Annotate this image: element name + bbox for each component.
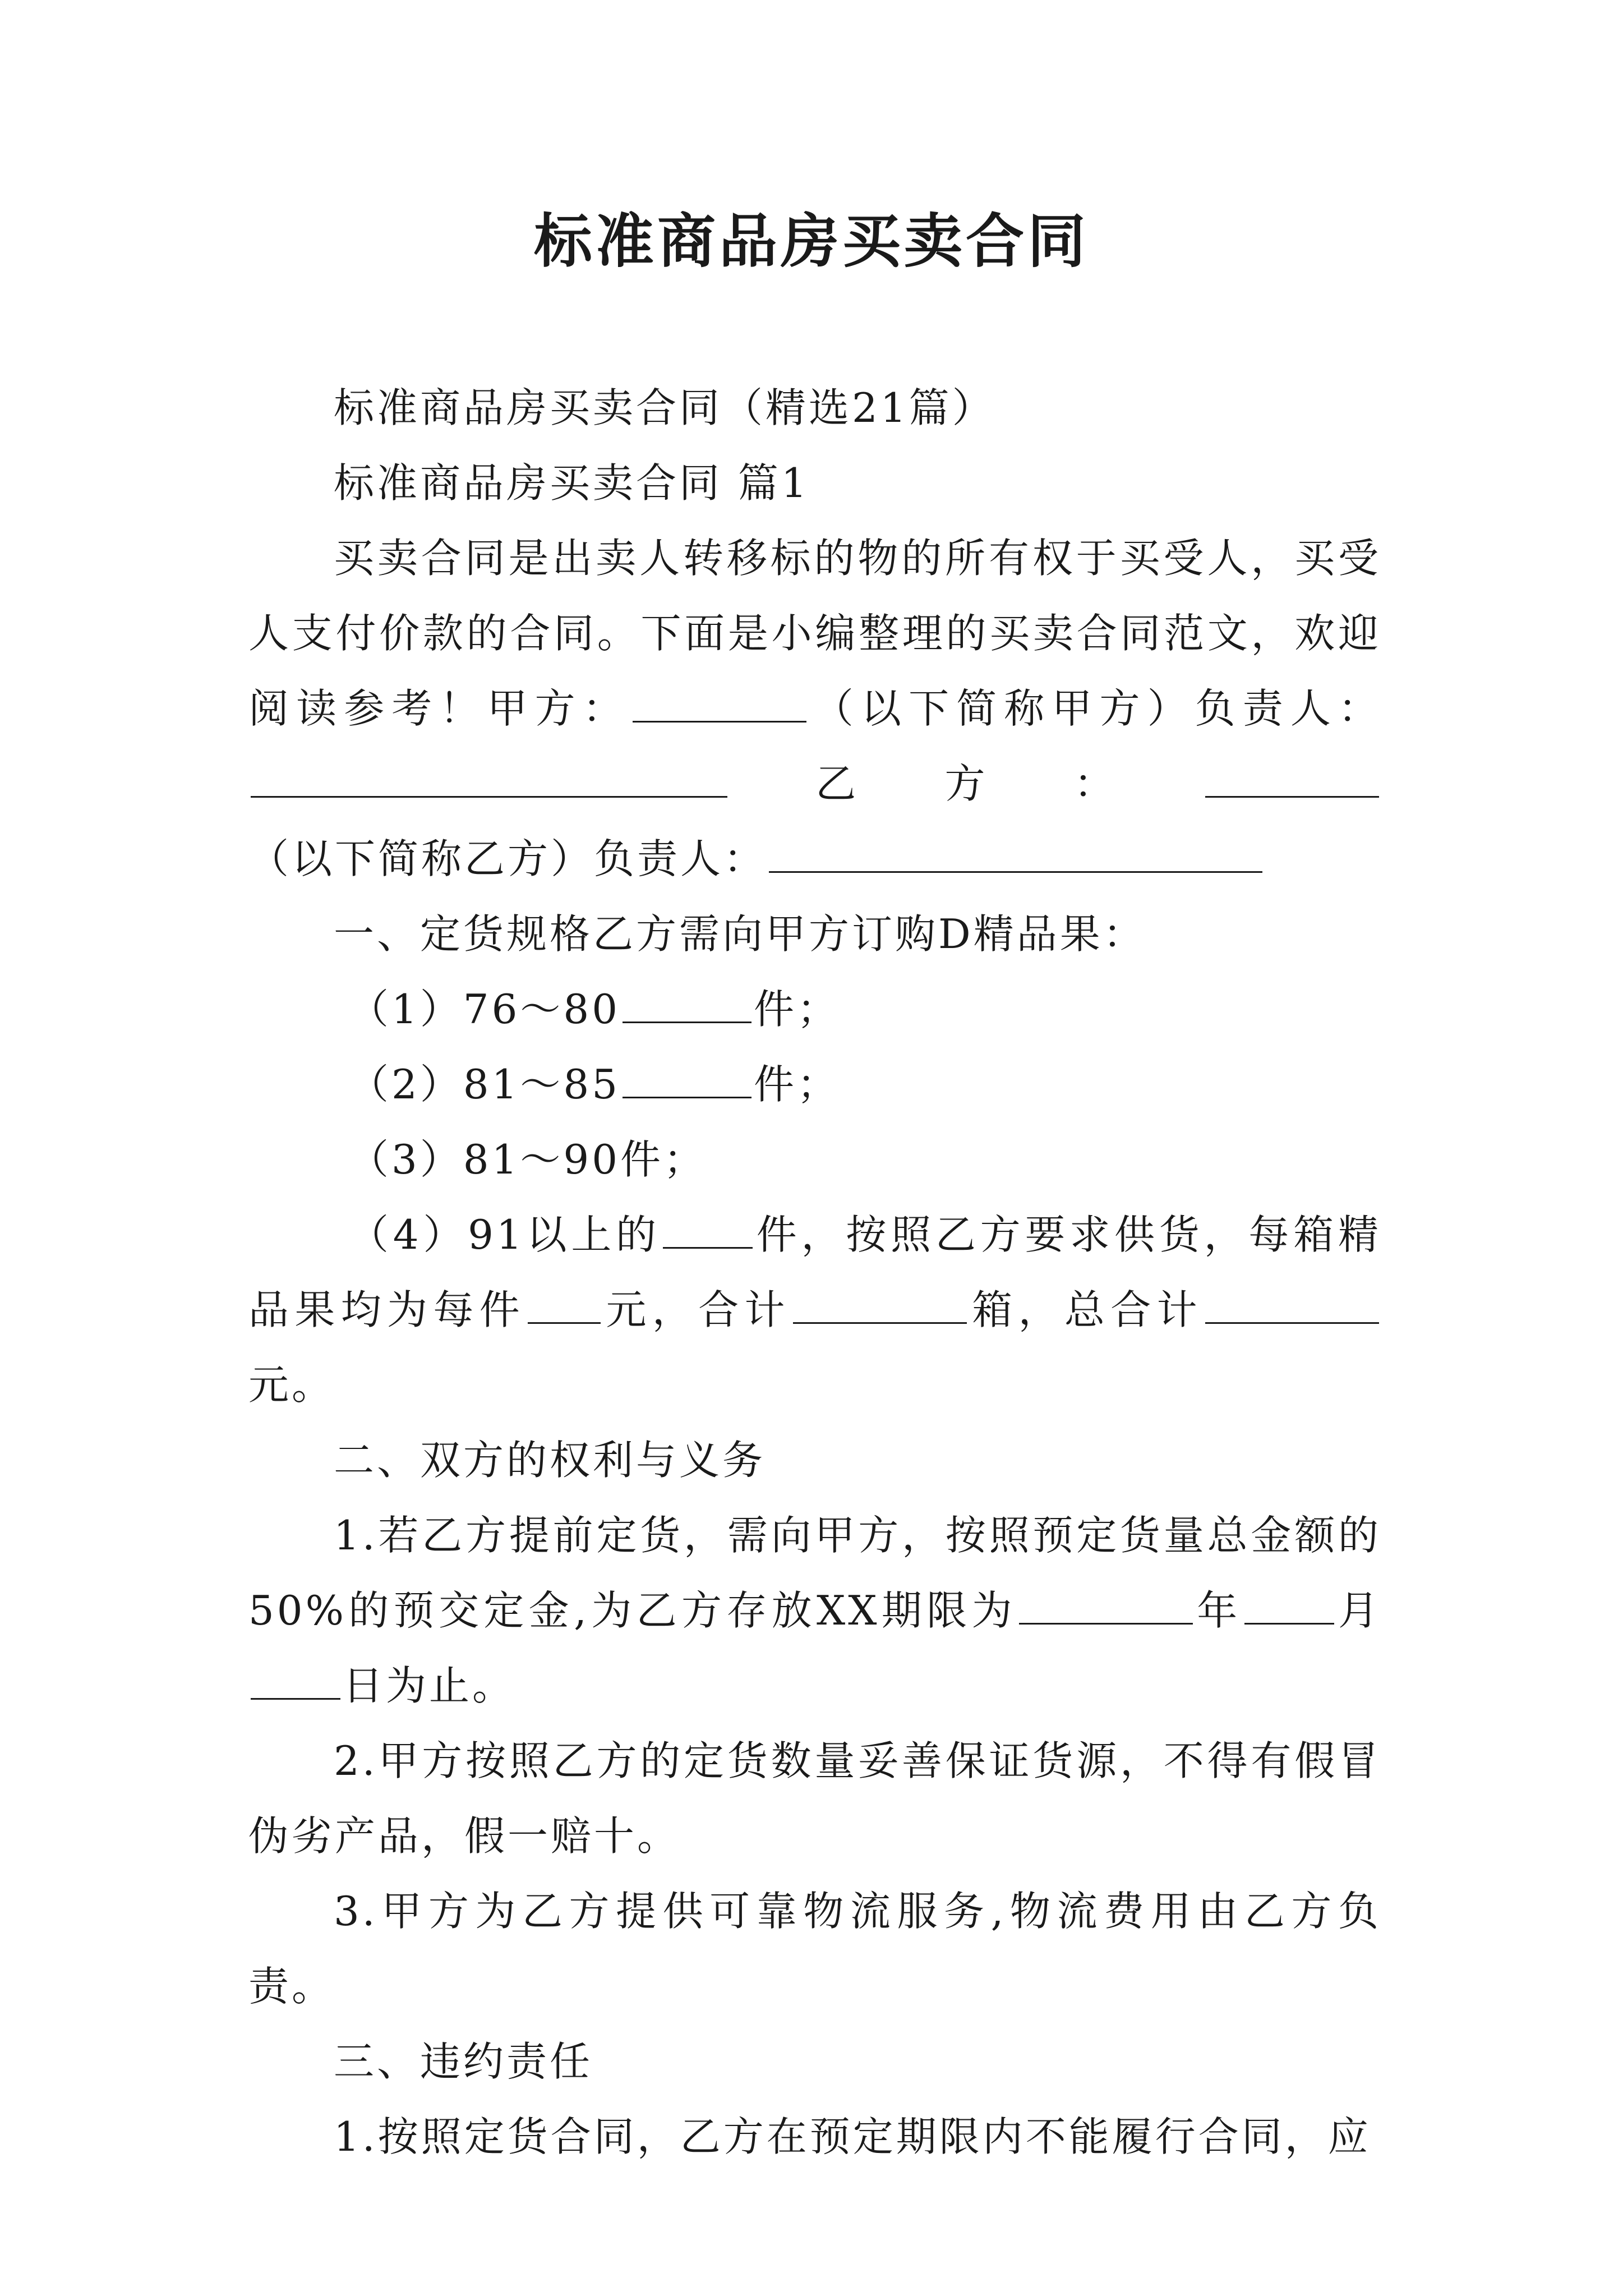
month-label: 月 (1336, 1587, 1381, 1634)
party-a-alias: （以下简称甲方） (808, 685, 1195, 732)
item-4-prefix: （4）91以上的 (348, 1211, 661, 1258)
party-b-blank (1205, 760, 1379, 798)
intro-text: 买卖合同是出卖人转移标的物的所有权于买受人，买受人支付价款的合同。下面是小编整理的买卖合同范文，欢迎阅读参考！ (248, 535, 1381, 732)
clause-2-3: 3.甲方为乙方提供可靠物流服务,物流费用由乙方负责。 (248, 1888, 1381, 2010)
item-2-suffix: 件； (754, 1061, 841, 1108)
section-1-heading: 一、定货规格乙方需向甲方订购D精品果： (334, 910, 1146, 958)
clause-3-1: 1.按照定货合同，乙方在预定期限内不能履行合同，应 (334, 2113, 1371, 2160)
list-item (248, 1197, 1381, 1423)
person-in-charge-label-b: 负责人： (594, 835, 767, 882)
item-4-box: 箱，总合计 (969, 1286, 1203, 1333)
subtitle: 标准商品房买卖合同（精选21篇） (334, 384, 995, 431)
person-in-charge-b-blank (769, 835, 1262, 873)
clause-2-1-end: 日为止。 (343, 1662, 516, 1709)
party-a-blank (633, 685, 806, 723)
year-label: 年 (1195, 1587, 1242, 1634)
item-2-prefix: （2）81～85 (348, 1061, 621, 1108)
total-blank (1205, 1286, 1379, 1324)
clause-2-2: 2.甲方按照乙方的定货数量妥善保证货源，不得有假冒伪劣产品，假一赔十。 (248, 1737, 1381, 1860)
list-item: （3）81～90件； (348, 1136, 707, 1183)
list-item (248, 972, 1381, 1047)
month-blank (1244, 1587, 1334, 1625)
item-2-blank (623, 1061, 751, 1098)
box-count-blank (793, 1286, 967, 1324)
document-title: 标准商品房买卖合同 (533, 206, 1089, 275)
clause-2-1 (248, 1498, 1381, 1723)
item-1-blank (623, 986, 751, 1023)
list-item (248, 1047, 1381, 1122)
section-2-heading: 二、双方的权利与义务 (334, 1437, 766, 1484)
item-1-suffix: 件； (754, 986, 841, 1033)
section-heading: 标准商品房买卖合同 篇1 (334, 459, 810, 507)
price-blank (528, 1286, 601, 1324)
year-blank (1019, 1587, 1193, 1625)
party-b-alias: （以下简称乙方） (248, 835, 594, 882)
item-4-end: 元。 (248, 1361, 335, 1409)
party-b-label: 乙方： (730, 760, 1203, 807)
document-body (248, 370, 1381, 2174)
intro-paragraph (248, 521, 1381, 896)
clause-2-1-text: 1.若乙方提前定货，需向甲方，按照预定货量总金额的50%的预交定金,为乙方存放XX期限为 (248, 1512, 1381, 1634)
person-in-charge-blank (251, 760, 727, 798)
item-1-prefix: （1）76～80 (348, 986, 621, 1033)
section-3-heading: 三、违约责任 (334, 2038, 593, 2085)
day-blank (251, 1662, 340, 1700)
party-a-label: 甲方： (487, 685, 630, 732)
item-4-yuan: 元，合计 (603, 1286, 791, 1333)
item-4-blank (663, 1211, 753, 1249)
person-in-charge-label: 负责人： (1195, 685, 1381, 732)
item-4-mid: 件，按照乙方要求供货，每箱精品果均为每件 (248, 1211, 1381, 1333)
